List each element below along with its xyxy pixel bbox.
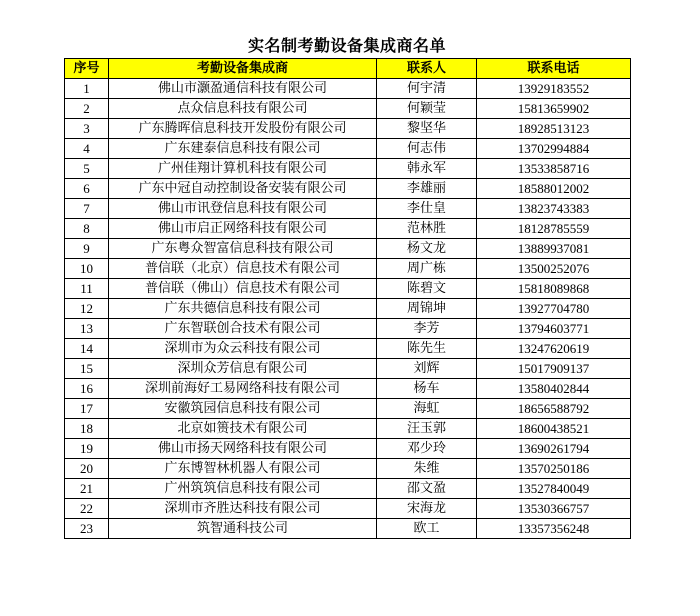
phone-cell: 13570250186 <box>477 459 631 479</box>
company-cell: 深圳市齐胜达科技有限公司 <box>109 499 377 519</box>
table-row <box>65 419 631 439</box>
contact-person-cell: 周锦坤 <box>377 299 477 319</box>
header-serial-number: 序号 <box>65 59 109 79</box>
table-row <box>65 159 631 179</box>
document-title: 实名制考勤设备集成商名单 <box>247 36 446 55</box>
contact-person-cell: 何颖莹 <box>377 99 477 119</box>
company-cell: 广东建泰信息科技有限公司 <box>109 139 377 159</box>
phone-cell: 13247620619 <box>477 339 631 359</box>
phone-cell: 13530366757 <box>477 499 631 519</box>
company-cell: 普信联（佛山）信息技术有限公司 <box>109 279 377 299</box>
table-row <box>65 179 631 199</box>
company-cell: 佛山市启正网络科技有限公司 <box>109 219 377 239</box>
company-cell: 广东智联创合技术有限公司 <box>109 319 377 339</box>
contact-person-cell: 海虹 <box>377 399 477 419</box>
table-row <box>65 519 631 539</box>
serial-number-cell: 16 <box>65 379 109 399</box>
company-cell: 深圳众芳信息有限公司 <box>109 359 377 379</box>
phone-cell: 13690261794 <box>477 439 631 459</box>
phone-cell: 13500252076 <box>477 259 631 279</box>
table-row <box>65 219 631 239</box>
phone-cell: 15813659902 <box>477 99 631 119</box>
integrator-table <box>64 58 631 539</box>
serial-number-cell: 6 <box>65 179 109 199</box>
company-cell: 广东粤众智富信息科技有限公司 <box>109 239 377 259</box>
phone-cell: 13794603771 <box>477 319 631 339</box>
company-cell: 广州佳翔计算机科技有限公司 <box>109 159 377 179</box>
serial-number-cell: 12 <box>65 299 109 319</box>
serial-number-cell: 11 <box>65 279 109 299</box>
phone-cell: 18656588792 <box>477 399 631 419</box>
company-cell: 点众信息科技有限公司 <box>109 99 377 119</box>
table-row <box>65 399 631 419</box>
company-cell: 广东中冠自动控制设备安装有限公司 <box>109 179 377 199</box>
serial-number-cell: 2 <box>65 99 109 119</box>
serial-number-cell: 21 <box>65 479 109 499</box>
contact-person-cell: 欧工 <box>377 519 477 539</box>
contact-person-cell: 周广栋 <box>377 259 477 279</box>
phone-cell: 13702994884 <box>477 139 631 159</box>
company-cell: 佛山市讯登信息科技有限公司 <box>109 199 377 219</box>
contact-person-cell: 何宇清 <box>377 79 477 99</box>
company-cell: 广东腾晖信息科技开发股份有限公司 <box>109 119 377 139</box>
table-row <box>65 239 631 259</box>
company-cell: 深圳前海好工易网络科技有限公司 <box>109 379 377 399</box>
serial-number-cell: 13 <box>65 319 109 339</box>
company-cell: 普信联（北京）信息技术有限公司 <box>109 259 377 279</box>
header-contact-person: 联系人 <box>377 59 477 79</box>
contact-person-cell: 杨文龙 <box>377 239 477 259</box>
serial-number-cell: 8 <box>65 219 109 239</box>
company-cell: 筑智通科技公司 <box>109 519 377 539</box>
company-cell: 佛山市灏盈通信科技有限公司 <box>109 79 377 99</box>
phone-cell: 13527840049 <box>477 479 631 499</box>
table-row <box>65 259 631 279</box>
table-row <box>65 319 631 339</box>
header-row <box>65 59 631 79</box>
serial-number-cell: 14 <box>65 339 109 359</box>
serial-number-cell: 9 <box>65 239 109 259</box>
phone-cell: 18128785559 <box>477 219 631 239</box>
table-row <box>65 499 631 519</box>
contact-person-cell: 李芳 <box>377 319 477 339</box>
contact-person-cell: 李仕皇 <box>377 199 477 219</box>
table-row <box>65 299 631 319</box>
header-integrator: 考勤设备集成商 <box>109 59 377 79</box>
phone-cell: 13357356248 <box>477 519 631 539</box>
contact-person-cell: 韩永军 <box>377 159 477 179</box>
table-row <box>65 459 631 479</box>
contact-person-cell: 黎坚华 <box>377 119 477 139</box>
phone-cell: 13823743383 <box>477 199 631 219</box>
contact-person-cell: 何志伟 <box>377 139 477 159</box>
serial-number-cell: 15 <box>65 359 109 379</box>
contact-person-cell: 邓少玲 <box>377 439 477 459</box>
phone-cell: 15818089868 <box>477 279 631 299</box>
phone-cell: 18928513123 <box>477 119 631 139</box>
table-row <box>65 339 631 359</box>
phone-cell: 18600438521 <box>477 419 631 439</box>
contact-person-cell: 邵文盈 <box>377 479 477 499</box>
serial-number-cell: 19 <box>65 439 109 459</box>
serial-number-cell: 20 <box>65 459 109 479</box>
serial-number-cell: 22 <box>65 499 109 519</box>
serial-number-cell: 5 <box>65 159 109 179</box>
serial-number-cell: 10 <box>65 259 109 279</box>
contact-person-cell: 宋海龙 <box>377 499 477 519</box>
contact-person-cell: 汪玉郭 <box>377 419 477 439</box>
company-cell: 佛山市扬天网络科技有限公司 <box>109 439 377 459</box>
contact-person-cell: 李雄丽 <box>377 179 477 199</box>
contact-person-cell: 杨车 <box>377 379 477 399</box>
phone-cell: 13533858716 <box>477 159 631 179</box>
serial-number-cell: 3 <box>65 119 109 139</box>
table-row <box>65 359 631 379</box>
table-row <box>65 99 631 119</box>
table-body <box>65 79 631 539</box>
phone-cell: 13927704780 <box>477 299 631 319</box>
phone-cell: 15017909137 <box>477 359 631 379</box>
table-row <box>65 199 631 219</box>
phone-cell: 13580402844 <box>477 379 631 399</box>
contact-person-cell: 刘辉 <box>377 359 477 379</box>
contact-person-cell: 陈先生 <box>377 339 477 359</box>
serial-number-cell: 4 <box>65 139 109 159</box>
company-cell: 广东共德信息科技有限公司 <box>109 299 377 319</box>
table-row <box>65 439 631 459</box>
contact-person-cell: 陈碧文 <box>377 279 477 299</box>
serial-number-cell: 17 <box>65 399 109 419</box>
company-cell: 深圳市为众云科技有限公司 <box>109 339 377 359</box>
phone-cell: 13929183552 <box>477 79 631 99</box>
serial-number-cell: 1 <box>65 79 109 99</box>
header-phone: 联系电话 <box>477 59 631 79</box>
company-cell: 北京如篑技术有限公司 <box>109 419 377 439</box>
phone-cell: 13889937081 <box>477 239 631 259</box>
phone-cell: 18588012002 <box>477 179 631 199</box>
serial-number-cell: 23 <box>65 519 109 539</box>
table-row <box>65 79 631 99</box>
table-row <box>65 379 631 399</box>
company-cell: 广东博智林机器人有限公司 <box>109 459 377 479</box>
company-cell: 广州筑筑信息科技有限公司 <box>109 479 377 499</box>
serial-number-cell: 18 <box>65 419 109 439</box>
table-row <box>65 139 631 159</box>
table-row <box>65 279 631 299</box>
company-cell: 安徽筑园信息科技有限公司 <box>109 399 377 419</box>
table-row <box>65 119 631 139</box>
serial-number-cell: 7 <box>65 199 109 219</box>
contact-person-cell: 朱维 <box>377 459 477 479</box>
table-row <box>65 479 631 499</box>
contact-person-cell: 范林胜 <box>377 219 477 239</box>
